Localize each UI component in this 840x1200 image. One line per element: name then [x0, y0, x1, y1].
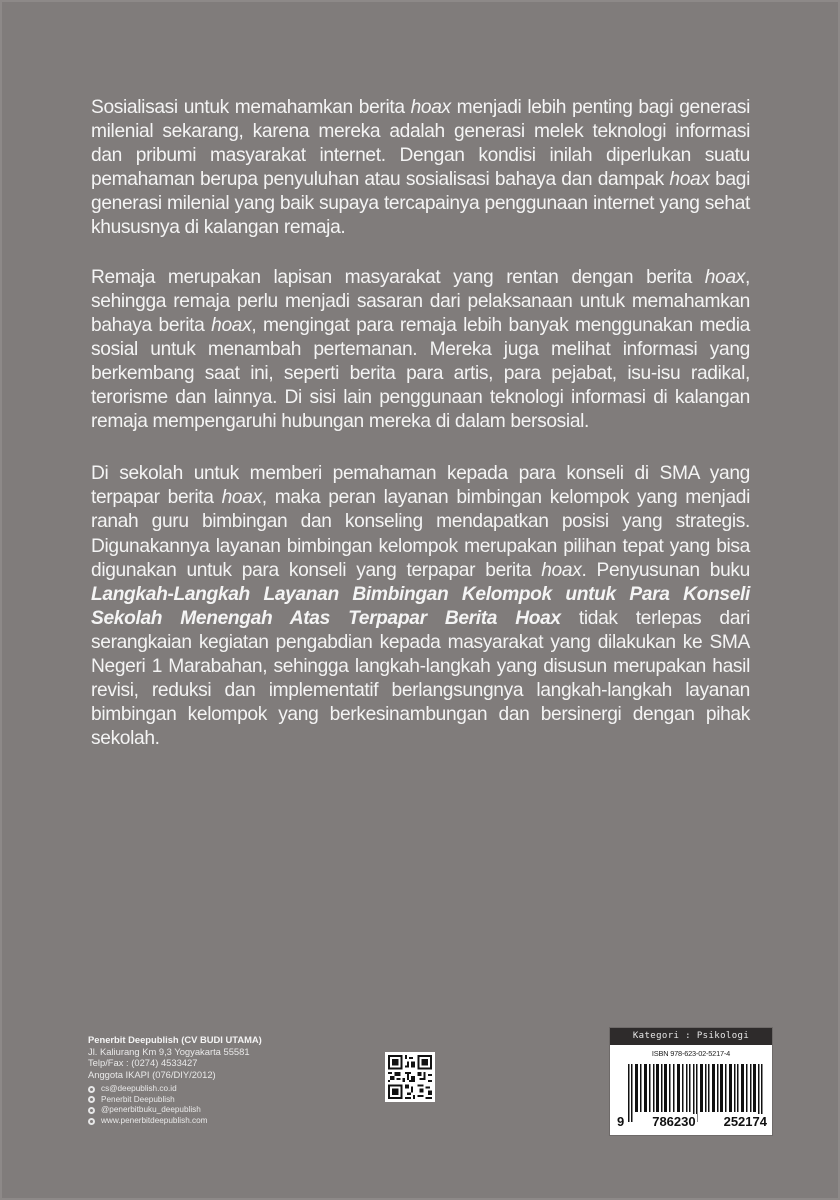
contact-text: cs@deepublish.co.id [101, 1084, 177, 1093]
contact-text: Penerbit Deepublish [101, 1094, 175, 1104]
qr-code-icon [388, 1055, 432, 1099]
publisher-address: Jl. Kaliurang Km 9,3 Yogyakarta 55581 [88, 1045, 250, 1057]
text-run: , mengingat para remaja lebih banyak menggunakan media sosial untuk menambah pertemanan. Mereka juga melihat informasi yang berkembang saat ini, seperti berita para artis, para pejabat, isu-isu radikal, terorisme dan lainnya. Di sisi lain penggunaan teknologi informasi di kalangan remaja mempengaruhi hubungan mereka di dalam bersosial. [91, 314, 750, 433]
text-run: tidak terlepas dari serangkaian kegiatan pengabdian kepada masyarakat yang dilakukan ke SMA Negeri 1 Marabahan, sehingga langkah-langkah yang disusun merupakan hasil revisi, reduksi dan implementatif berlangsungnya langkah-langkah layanan bimbingan kelompok yang berkesinambungan dan bersinergi dengan pihak sekolah. [91, 607, 751, 750]
isbn-number: ISBN 978-623-02-5217-4 [651, 1049, 731, 1058]
italic-term: hoax [221, 487, 262, 509]
paragraph-2 [91, 266, 750, 435]
italic-term: hoax [410, 97, 451, 118]
barcode-digits [616, 1114, 768, 1129]
italic-term: hoax [704, 266, 746, 288]
qr-code [385, 1052, 435, 1102]
text-run: . Penyusunan buku [581, 559, 750, 581]
barcode-digits-right: 252174 [723, 1114, 767, 1129]
globe-icon [88, 1118, 95, 1125]
isbn-barcode-box [609, 1027, 773, 1136]
text-run: , maka peran layanan bimbingan kelompok yang menjadi ranah guru bimbingan dan konseling mendapatkan posisi yang strategis. Digunakannya layanan bimbingan kelompok merupakan pilihan tepat yang bisa digunakan untuk para konseli yang terpapar berita [91, 487, 750, 581]
text-run: Sosialisasi untuk memahamkan berita [91, 97, 411, 118]
facebook-icon [88, 1096, 95, 1103]
paragraph-1 [91, 96, 750, 241]
contact-text: @penerbitbuku_deepublish [101, 1105, 201, 1115]
publisher-info [88, 1034, 262, 1126]
book-title: Langkah-Langkah Layanan Bimbingan Kelompok untuk Para Konseli Sekolah Menengah Atas Terpapar Berita Hoax [91, 583, 750, 629]
email-icon [88, 1086, 95, 1093]
contact-text: www.penerbitdeepublish.com [101, 1115, 208, 1125]
text-run: Remaja merupakan lapisan masyarakat yang rentan dengan berita [91, 266, 705, 288]
instagram-icon [88, 1107, 95, 1114]
publisher-phone: Telp/Fax : (0274) 4533427 [88, 1057, 198, 1068]
publisher-name: Penerbit Deepublish (CV BUDI UTAMA) [88, 1034, 262, 1045]
paragraph-3 [91, 462, 750, 751]
italic-term: hoax [541, 559, 582, 581]
text-run: bagi generasi milenial yang baik supaya tercapainya penggunaan internet yang sehat khususnya di kalangan remaja. [91, 169, 751, 239]
back-cover-text [91, 96, 750, 776]
text-run: Di sekolah untuk memberi pemahaman kepada para konseli di SMA yang terpapar berita [91, 463, 750, 509]
publisher-membership: Anggota IKAPI (076/DIY/2012) [88, 1068, 216, 1080]
category-label: Kategori : Psikologi [610, 1028, 772, 1045]
barcode-digit-lead: 9 [617, 1114, 625, 1129]
text-run: , sehingga remaja perlu menjadi sasaran dari pelaksanaan untuk memahamkan bahaya berita [91, 266, 750, 336]
contact-website [88, 1116, 262, 1127]
contact-email [88, 1084, 262, 1095]
text-run: menjadi lebih penting bagi generasi milenial sekarang, karena mereka adalah generasi melek teknologi informasi dan pribumi masyarakat internet. Dengan kondisi inilah diperlukan suatu pemahaman berupa penyuluhan atau sosialisasi bahaya dan dampak [91, 97, 750, 191]
barcode-digits-left: 786230 [652, 1114, 696, 1129]
contact-facebook [88, 1095, 262, 1106]
italic-term: hoax [211, 314, 252, 336]
contact-instagram [88, 1105, 262, 1116]
contact-list [88, 1084, 262, 1126]
italic-term: hoax [669, 169, 710, 191]
